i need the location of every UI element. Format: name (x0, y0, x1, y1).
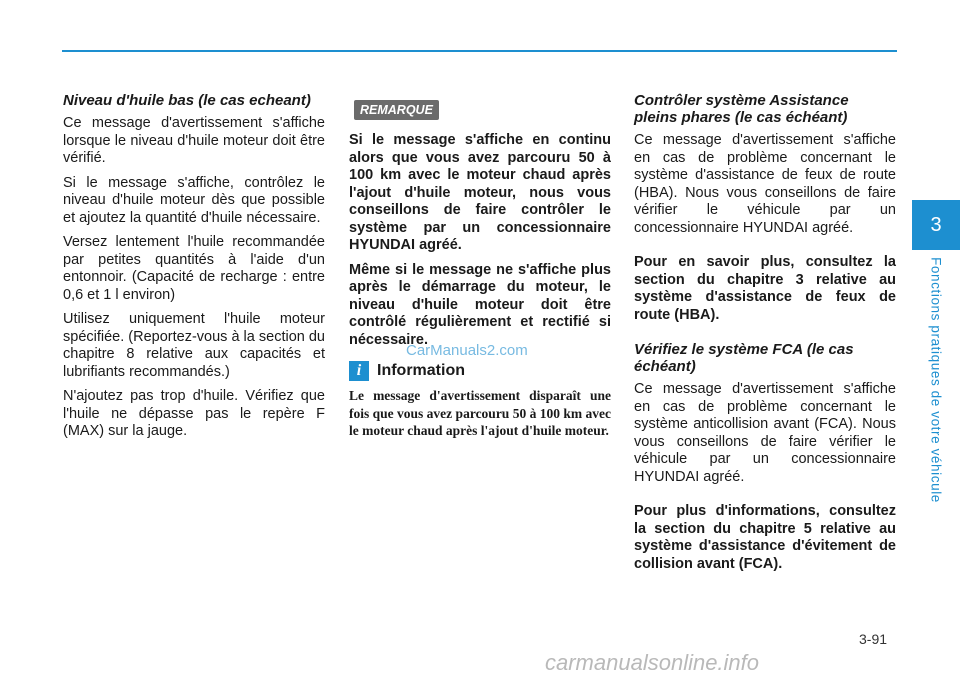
column-oil-level (63, 92, 325, 448)
info-header (349, 361, 611, 381)
heading-hba: Contrôler système Assistance pleins phares (le cas échéant) (634, 92, 849, 126)
info-icon: i (349, 361, 369, 381)
watermark: CarManuals2.com (406, 342, 528, 359)
paragraph: Utilisez uniquement l'huile moteur spécifiée. (Reportez-vous à la section du chapitre 8 relative aux capacités et lubrifiants recommandés.) (63, 311, 325, 380)
chapter-title: Fonctions pratiques de votre véhicule (928, 257, 944, 503)
paragraph: Ce message d'avertissement s'affiche en cas de problème concernant le système d'assistance de feux de route (HBA). Nous vous conseillons de faire vérifier le véhicule par un concessionnaire HYUNDAI agréé. (634, 132, 896, 236)
paragraph: N'ajoutez pas trop d'huile. Vérifiez que l'huile ne dépasse pas le repère F (MAX) sur la jauge. (63, 388, 325, 439)
heading-fca: Vérifiez le système FCA (le cas échéant) (634, 341, 854, 375)
info-title: Information (377, 362, 465, 379)
paragraph-bold: Pour en savoir plus, consultez la section du chapitre 3 relative au système d'assistance de feux de route (HBA). (634, 254, 896, 323)
chapter-tab (912, 200, 960, 250)
remark-paragraph: Même si le message ne s'affiche plus après le démarrage du moteur, le niveau d'huile moteur doit être contrôlé régulièrement et rectifié si nécessaire. (349, 261, 611, 348)
heading-oil-level: Niveau d'huile bas (le cas echeant) (63, 92, 311, 109)
paragraph: Si le message s'affiche, contrôlez le niveau d'huile moteur dès que possible et ajoutez la quantité d'huile nécessaire. (63, 174, 325, 226)
column-remark (349, 96, 611, 440)
info-text: Le message d'avertissement disparaît une fois que vous avez parcouru 50 à 100 km avec le moteur chaud après l'ajout d'huile moteur. (349, 388, 611, 438)
chapter-number: 3 (930, 213, 942, 236)
paragraph-bold: Pour plus d'informations, consultez la section du chapitre 5 relative au système d'assistance d'évitement de collision avant (FCA). (634, 503, 896, 572)
top-rule (62, 50, 897, 52)
remark-badge: REMARQUE (354, 100, 439, 120)
footer-watermark[interactable]: carmanualsonline.info (545, 650, 760, 675)
page-number: 3-91 (859, 631, 888, 647)
paragraph: Ce message d'avertissement s'affiche lorsque le niveau d'huile moteur doit être vérifié. (63, 115, 325, 166)
remark-paragraph: Si le message s'affiche en continu alors que vous avez parcouru 50 à 100 km avec le moteur chaud après l'ajout d'huile moteur, nous vous conseillons de faire contrôler le système par un concessionnaire HYUNDAI agréé. (349, 132, 611, 253)
paragraph: Versez lentement l'huile recommandée par petites quantités à l'aide d'un entonnoir. (Capacité de recharge : entre 0,6 et 1 l environ) (63, 234, 325, 303)
paragraph: Ce message d'avertissement s'affiche en cas de problème concernant le système anticollision avant (FCA). Nous vous conseillons de faire vérifier le véhicule par un concessionnaire HYUNDAI agréé. (634, 381, 896, 485)
column-hba-fca (634, 92, 896, 580)
